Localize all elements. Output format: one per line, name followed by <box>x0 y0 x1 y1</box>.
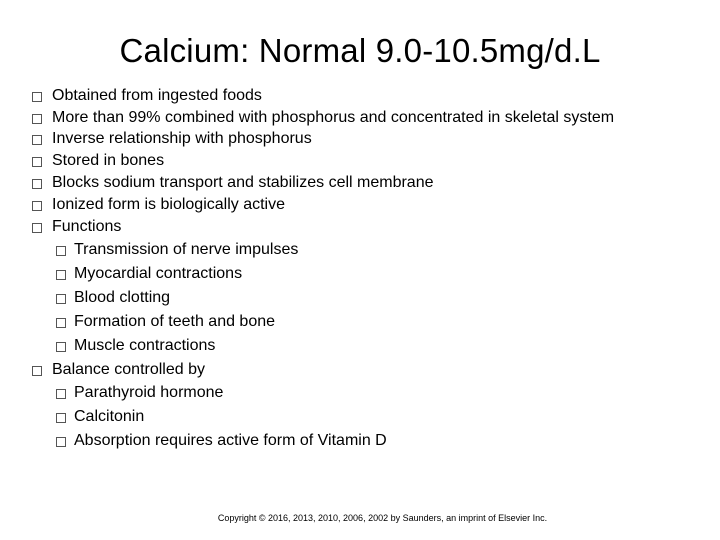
checkbox-bullet-icon <box>32 179 42 189</box>
checkbox-bullet-icon <box>56 294 66 304</box>
checkbox-bullet-icon <box>32 135 42 145</box>
checkbox-bullet-icon <box>32 201 42 211</box>
checkbox-bullet-icon <box>56 342 66 352</box>
bullet-list: Obtained from ingested foods More than 99% combined with phosphorus and concentrated in skeletal system Inverse relationship with phosphorus Stored in bones Blocks sodium transport and stabilizes cell membrane Ionized form is biologically active Functions Transmission of nerve impulses Myocardial contractions Blood clotting Formation of teeth and bone Muscle contractions Balance controlled by Parathyroid hormone Calcitonin Absorption requires active form of Vitamin D <box>0 0 720 540</box>
checkbox-bullet-icon <box>56 413 66 423</box>
checkbox-bullet-icon <box>32 157 42 167</box>
copyright-footer: Copyright © 2016, 2013, 2010, 2006, 2002 by Saunders, an imprint of Elsevier Inc. <box>217 513 548 523</box>
checkbox-bullet-icon <box>32 366 42 376</box>
checkbox-bullet-icon <box>56 246 66 256</box>
checkbox-bullet-icon <box>56 437 66 447</box>
checkbox-bullet-icon <box>32 92 42 102</box>
checkbox-bullet-icon <box>32 223 42 233</box>
checkbox-bullet-icon <box>56 270 66 280</box>
checkbox-bullet-icon <box>56 389 66 399</box>
checkbox-bullet-icon <box>32 114 42 124</box>
slide-title: Calcium: Normal 9.0-10.5mg/d.L <box>119 32 601 69</box>
checkbox-bullet-icon <box>56 318 66 328</box>
